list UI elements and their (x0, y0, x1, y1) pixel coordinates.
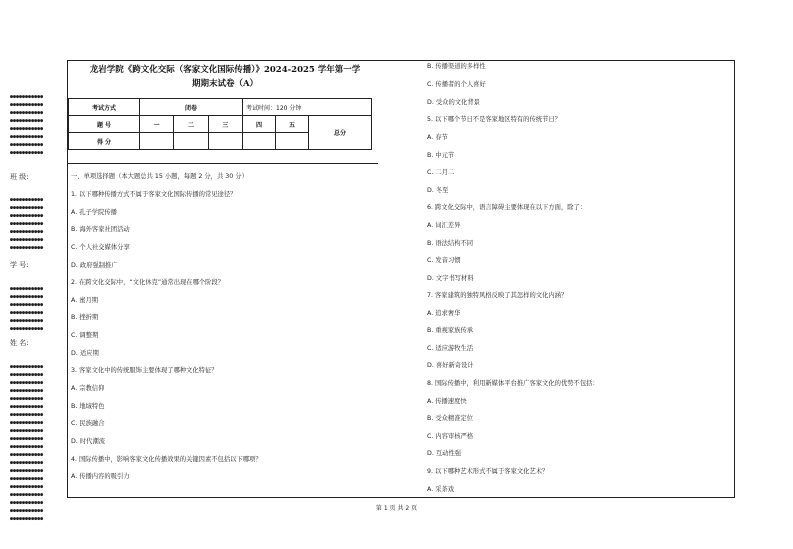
question-6: 6. 跨文化交际中，语言障碍主要体现在以下方面，除了： (427, 204, 587, 211)
q3-option-b: B. 地域特色 (71, 403, 105, 410)
question-7: 7. 客家建筑的独特风格反映了其怎样的文化内涵？ (427, 292, 568, 299)
q3-option-d: D. 时代潮流 (71, 438, 106, 445)
score-cell-4 (243, 133, 276, 150)
question-1: 1. 以下哪种传播方式不属于客家文化国际传播的常见途径？ (71, 191, 237, 198)
q7-option-a: A. 追求奢华 (427, 310, 461, 317)
part-4: 四 (243, 116, 276, 133)
q8-option-b: B. 受众精准定位 (427, 415, 474, 422)
q7-option-c: C. 适应游牧生活 (427, 345, 474, 352)
score-cell-5 (276, 133, 309, 150)
q8-option-a: A. 传播速度快 (427, 398, 467, 405)
part-3: 三 (208, 116, 242, 133)
q8-option-d: D. 互动性强 (427, 450, 462, 457)
q2-option-a: A. 蜜月期 (71, 297, 99, 304)
q8-option-c: C. 内容审核严格 (427, 433, 474, 440)
question-4: 4. 国际传播中，影响客家文化传播效果的关键因素不包括以下哪项？ (71, 456, 262, 463)
exam-info-table (68, 98, 372, 150)
section-heading: 一、单项选择题（本大题总共 15 小题，每题 2 分，共 30 分） (71, 173, 248, 180)
q1-option-b: B. 海外客家社团活动 (71, 226, 130, 233)
q7-option-b: B. 重视家族传承 (427, 327, 474, 334)
section-divider (68, 163, 378, 164)
score-cell-1 (140, 133, 174, 150)
q6-option-c: C. 发音习惯 (427, 257, 461, 264)
q5-option-d: D. 冬至 (427, 187, 449, 194)
page-footer: 第 1 页 共 2 页 (375, 505, 418, 512)
binding-dots-3: ●●●●●●●●●●● ●●●●●●●●●●● ●●●●●●●●●●● ●●●●●●●●●●● ●●●●●●●●●●● ●●●●●●●●●●● (10, 286, 44, 332)
q1-option-c: C. 个人社交媒体分享 (71, 244, 130, 251)
q9-option-a: A. 采茶戏 (427, 486, 455, 493)
q2-option-b: B. 挫折期 (71, 314, 99, 321)
exam-title-line-2: 期期末试卷（A） (191, 79, 259, 89)
q2-option-d: D. 适应期 (71, 350, 99, 357)
exam-method-label: 考试方式 (69, 99, 140, 116)
part-5: 五 (276, 116, 309, 133)
question-2: 2. 在跨文化交际中，“文化休克”通常出现在哪个阶段？ (71, 279, 225, 286)
q4-option-a: A. 传播内容的吸引力 (71, 473, 130, 480)
q3-option-a: A. 宗教信仰 (71, 385, 105, 392)
student-id-label: 学 号: (10, 261, 29, 269)
question-8: 8. 国际传播中，利用新媒体平台推广客家文化的优势不包括： (427, 380, 599, 387)
q5-option-b: B. 中元节 (427, 152, 455, 159)
exam-method-value: 闭卷 (140, 99, 243, 116)
question-5: 5. 以下哪个节日不是客家地区特有的传统节日？ (427, 116, 561, 123)
q6-option-b: B. 语法结构不同 (427, 240, 474, 247)
q7-option-d: D. 喜好新奇设计 (427, 362, 474, 369)
total-label: 总分 (309, 116, 372, 150)
q5-option-a: A. 春节 (427, 134, 448, 141)
part-1: 一 (140, 116, 174, 133)
exam-title-line-1: 龙岩学院《跨文化交际（客家文化国际传播）》2024-2025 学年第一学 (89, 65, 361, 75)
question-9: 9. 以下哪种艺术形式不属于客家文化艺术？ (427, 468, 549, 475)
score-label: 得 分 (69, 133, 140, 150)
q3-option-c: C. 民族融合 (71, 420, 105, 427)
exam-time: 考试时间：120 分钟 (243, 99, 372, 116)
class-label: 班 级: (10, 173, 29, 181)
part-2: 二 (174, 116, 208, 133)
binding-dots-4: ●●●●●●●●●●● ●●●●●●●●●●● ●●●●●●●●●●● ●●●●●●●●●●● ●●●●●●●●●●● ●●●●●●●●●●● ●●●●●●●●●●● ●●●●●●●●●●● ●●●●●●●●●●● ●●●●●●●●●●● ●●●●●●●●●●● ●●●●●●●●●●● ●●●●●●●●●●● ●●●●●●●●●●● ●●●●●●●●●●● ●●●●●●●●●●● ●●●●●●●●●●● ●●●●●●●●●●● ●●●●●●●●●●● ●●●●●●●●●●● (10, 364, 44, 522)
q4-option-b: B. 传播渠道的多样性 (427, 63, 486, 70)
question-no-label: 题 号 (69, 116, 140, 133)
binding-dots-2: ●●●●●●●●●●● ●●●●●●●●●●● ●●●●●●●●●●● ●●●●●●●●●●● ●●●●●●●●●●● ●●●●●●●●●●● ●●●●●●●●●●● (10, 197, 44, 251)
score-cell-2 (174, 133, 208, 150)
q4-option-d: D. 受众的文化背景 (427, 99, 480, 106)
name-label: 姓 名: (10, 339, 29, 347)
q6-option-d: D. 文字书写材料 (427, 275, 474, 282)
binding-dots-1: ●●●●●●●●●●● ●●●●●●●●●●● ●●●●●●●●●●● ●●●●●●●●●●● ●●●●●●●●●●● ●●●●●●●●●●● ●●●●●●●●●●● ●●●●●●●●●●● (10, 94, 44, 156)
q1-option-a: A. 孔子学院传播 (71, 209, 117, 216)
q5-option-c: C. 二月二 (427, 169, 455, 176)
q4-option-c: C. 传播者的个人喜好 (427, 81, 486, 88)
q2-option-c: C. 调整期 (71, 332, 99, 339)
q1-option-d: D. 政府强制推广 (71, 262, 118, 269)
score-cell-3 (208, 133, 242, 150)
question-3: 3. 客家文化中的传统服饰主要体现了哪种文化特征？ (71, 367, 218, 374)
q6-option-a: A. 词汇差异 (427, 222, 461, 229)
